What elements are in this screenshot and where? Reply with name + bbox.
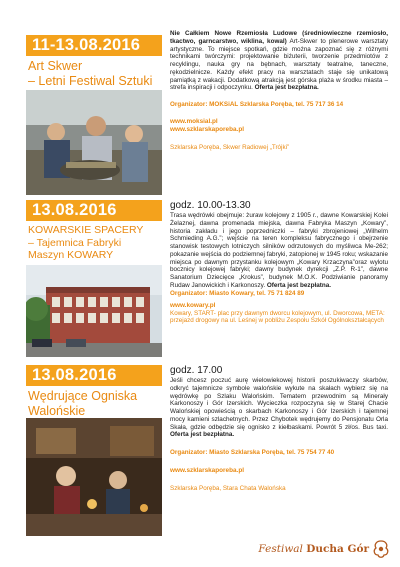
event-title-line: Maszyn KOWARY	[28, 249, 114, 261]
event-title-line: Art Skwer	[28, 59, 83, 73]
event-title	[26, 224, 162, 262]
festival-brand-logo	[258, 539, 390, 559]
event-location: Szklarska Poręba, Stara Chata Walońska	[170, 485, 286, 492]
event-description-body: Trasa wędrówki obejmuje: żuraw kolejowy z 1905 r., dawne Kowarskiej Kolei Żelaznej, dawna promenada miejska, dawna Fabryka Maszyn „Kowary”, historia zakładu i jego poprzedniczki – fabryki zbrojeniowej „Wilhelm Schmieding A.G.”; wejście na teren kompleksu fabrycznego i obejrzenie stanowisk testowych lotniczych silników odrzutowych do myśliwca Me-262; pokazanie wejścia do podziemnej fabryki, zatopionej w 1945 roku; wskazanie miejsca po dawnym przystanku kolejowym „Kowary Krzaczyna”oraz wylotu bocznicy kolejowej fabryki; dawny budynek dyrekcji „Z.P. R-1”, dawne Sanatorium Dziecięce „Krokus”, budynek M.O.K. Podziwianie panoramy Rudaw Janowickich i Karkonoszy.	[170, 212, 388, 289]
event-photo-factory	[26, 265, 162, 357]
event-description	[170, 377, 388, 439]
event-title-line: Walońskie	[28, 404, 86, 418]
brand-text: Festiwal Ducha Gór	[258, 543, 369, 555]
event-photo-hut	[26, 418, 162, 536]
event-title	[26, 59, 162, 89]
event-organizer: Organizator: Miasto Kowary, tel. 75 71 824 89	[170, 289, 305, 297]
event-date: 13.08.2016	[26, 365, 162, 386]
event-time: godz. 10.00-13.30	[170, 200, 251, 211]
event-date: 13.08.2016	[26, 200, 162, 221]
event-description-body: Jeśli chcesz poczuć aurę wielowiekowej historii poszukiwaczy skarbów, odkryć tajemnicze symbole walońskie wykute na skałach wybierz się na wędrówkę po Szlaku Walońskim. Tematem przewodnim są Minerały Karkonoszy i Gór Izerskich. Wycieczka rozpoczyna się w Starej Chacie Walońskiej opowieścią o skarbach Karkonoszy i Gór Izerskich i tajemnej mocy kamieni szlachetnych. Przez Chybotek wędrujemy do Pensjonatu Orla Skała, gdzie odbędzie się ognisko z kiełbaskami. Powrót 5 zł/os. Bus taxi.	[170, 377, 388, 431]
event-description	[170, 212, 388, 290]
hut-photo-image	[26, 418, 162, 536]
brand-ornament-icon	[372, 539, 390, 559]
event-time: godz. 17.00	[170, 365, 223, 376]
event-kowarskie-spacery	[0, 200, 400, 365]
event-title-line: – Tajemnica Fabryki	[28, 236, 122, 249]
event-art-skwer	[0, 0, 400, 200]
event-title	[26, 389, 162, 419]
event-title-line: – Letni Festiwal Sztuki	[28, 74, 153, 88]
event-offer: Oferta jest bezpłatna.	[254, 84, 319, 92]
event-url[interactable]: www.szklarskaporeba.pl	[170, 467, 244, 474]
event-description-lead: Nie Całkiem Nowe Rzemiosła Ludowe (średniowieczne rzemiosło, tkactwo, garncarstwo, wiklina, kowal)	[170, 30, 388, 45]
event-description	[170, 30, 388, 92]
event-offer: Oferta jest bezpłatna.	[266, 281, 332, 289]
event-title-line: Wędrujące Ogniska	[28, 389, 138, 403]
event-wedrujace-ogniska	[0, 365, 400, 567]
event-offer: Oferta jest bezpłatna.	[170, 431, 235, 439]
event-title-line: KOWARSKIE SPACERY	[28, 224, 144, 236]
factory-photo-image	[26, 265, 162, 357]
event-url[interactable]: www.kowary.pl	[170, 301, 216, 309]
event-url[interactable]: www.moksial.pl	[170, 118, 218, 125]
event-organizer: Organizator: MOKSiAL Szklarska Poręba, tel. 75 717 36 14	[170, 101, 344, 108]
event-photo-workshop	[26, 90, 162, 195]
event-location: Kowary, START- plac przy dawnym dworcu kolejowym, ul. Dworcowa, META: przejazd drogowy na ul. Leśnej w pobliżu Zespołu Szkół Ogólnokształcących	[170, 309, 385, 325]
workshop-photo-image	[26, 90, 162, 195]
event-location: Szklarska Poręba, Skwer Radiowej „Trójki”	[170, 144, 290, 151]
event-date: 11-13.08.2016	[26, 35, 162, 56]
event-description-body: Art-Skwer to plenerowe warsztaty artystyczne. To miejsce spotkań, gdzie można zapoznać się z różnymi technikami twórczymi: projektowanie biżuterii, tworzenie przedmiotów z recyklingu, nauka gry na bębnach, warsztaty teatralne, taneczne, rękodzielnicze. Każdy efekt pracy na warsztatach staje się unikatową pamiątką z wakacji. Dodatkową atrakcją jest górska plaża w środku miasta – strefa inspiracji i odpoczynku.	[170, 37, 388, 92]
event-organizer: Organizator: Miasto Szklarska Poręba, tel. 75 754 77 40	[170, 449, 335, 456]
event-url[interactable]: www.szklarskaporeba.pl	[170, 126, 244, 133]
